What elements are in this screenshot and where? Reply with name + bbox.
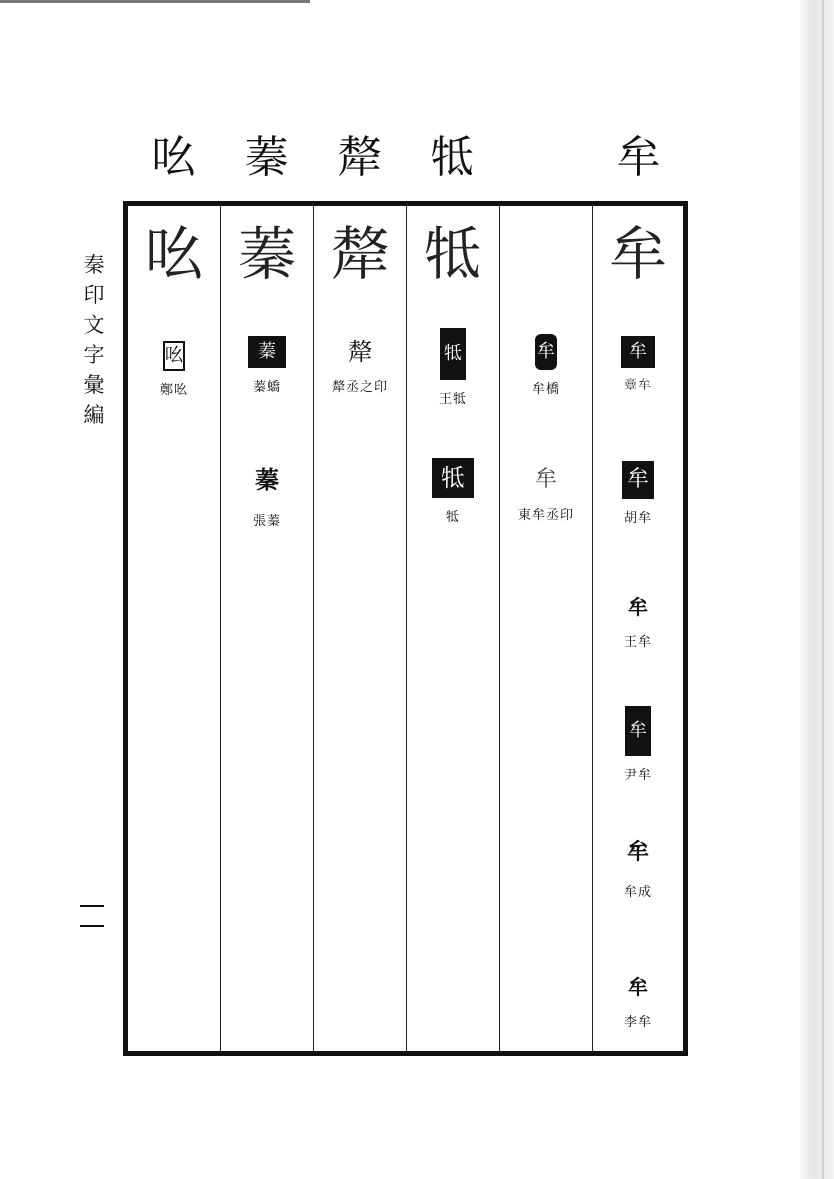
seal-caption: 胡牟 bbox=[623, 511, 652, 526]
seal-caption: 東牟丞印 bbox=[517, 508, 574, 523]
seal-caption: 李牟 bbox=[623, 1015, 652, 1030]
seal-entry bbox=[593, 461, 683, 526]
seal-entry bbox=[128, 341, 220, 398]
seal-caption: 牟成 bbox=[623, 885, 652, 900]
title-char: 印 bbox=[83, 283, 105, 307]
seal-entry bbox=[407, 458, 499, 525]
numeral-stroke bbox=[80, 905, 104, 907]
seal-script-head: 牴 bbox=[423, 220, 482, 288]
column-吆 bbox=[128, 206, 220, 1051]
seal-impression: 牴 bbox=[432, 458, 474, 498]
seal-impression: 牟 bbox=[531, 464, 561, 496]
seal-caption: 尹牟 bbox=[623, 768, 652, 783]
seal-caption: 牟橋 bbox=[531, 382, 560, 397]
title-char: 文 bbox=[83, 313, 105, 337]
column-牟 bbox=[593, 206, 683, 1051]
column-蓁 bbox=[221, 206, 313, 1051]
title-char: 編 bbox=[83, 403, 105, 427]
seal-impression: 牟 bbox=[622, 461, 654, 499]
seal-entry bbox=[221, 336, 313, 395]
seal-entry bbox=[593, 336, 683, 393]
seal-entry bbox=[500, 464, 592, 523]
page-edge-right bbox=[800, 0, 834, 1179]
title-char: 字 bbox=[83, 343, 105, 367]
seal-entry bbox=[593, 591, 683, 650]
seal-caption: 牴 bbox=[445, 510, 460, 525]
seal-impression: 犛 bbox=[342, 336, 378, 368]
title-char: 彙 bbox=[83, 373, 105, 397]
seal-impression: 牟 bbox=[627, 831, 649, 873]
column-牟-variants bbox=[500, 206, 592, 1051]
seal-caption: 犛丞之印 bbox=[331, 380, 388, 395]
title-char: 秦 bbox=[83, 253, 105, 277]
book-title bbox=[78, 250, 110, 430]
seal-impression: 蓁 bbox=[248, 336, 286, 368]
numeral-stroke bbox=[80, 925, 104, 927]
seal-impression: 牟 bbox=[625, 706, 651, 756]
seal-caption: 𩫏牟 bbox=[623, 378, 652, 393]
seal-script-head: 吆 bbox=[144, 220, 203, 288]
seal-caption: 蓁蟜 bbox=[252, 380, 281, 395]
heading-char: 犛 bbox=[337, 132, 382, 183]
heading-char: 吆 bbox=[151, 132, 196, 183]
seal-impression: 牟 bbox=[535, 334, 557, 370]
seal-entry bbox=[500, 334, 592, 397]
seal-caption: 鄭吆 bbox=[159, 383, 188, 398]
column-牴 bbox=[407, 206, 499, 1051]
heading-char: 牟 bbox=[616, 132, 661, 183]
seal-entry bbox=[593, 831, 683, 900]
seal-impression: 牴 bbox=[440, 328, 466, 380]
column-犛 bbox=[314, 206, 406, 1051]
seal-impression: 牟 bbox=[621, 336, 655, 368]
seal-entry bbox=[407, 328, 499, 407]
seal-table bbox=[123, 201, 688, 1056]
seal-caption: 王牴 bbox=[438, 392, 467, 407]
seal-script-head: 牟 bbox=[608, 220, 667, 288]
seal-impression: 牟 bbox=[628, 591, 648, 623]
seal-entry bbox=[593, 706, 683, 783]
seal-impression: 吆 bbox=[163, 341, 185, 371]
seal-entry bbox=[221, 458, 313, 529]
heading-char: 牴 bbox=[430, 132, 475, 183]
seal-script-head: 犛 bbox=[330, 220, 389, 288]
seal-caption: 張蓁 bbox=[252, 514, 281, 529]
page-number bbox=[80, 905, 106, 945]
seal-entry bbox=[314, 336, 406, 395]
page-edge-top bbox=[0, 0, 310, 3]
seal-impression: 牟 bbox=[628, 971, 648, 1003]
seal-caption: 王牟 bbox=[623, 635, 652, 650]
seal-impression: 蓁 bbox=[253, 458, 281, 502]
seal-script-head: 蓁 bbox=[237, 220, 296, 288]
heading-char: 蓁 bbox=[244, 132, 289, 183]
seal-entry bbox=[593, 971, 683, 1030]
